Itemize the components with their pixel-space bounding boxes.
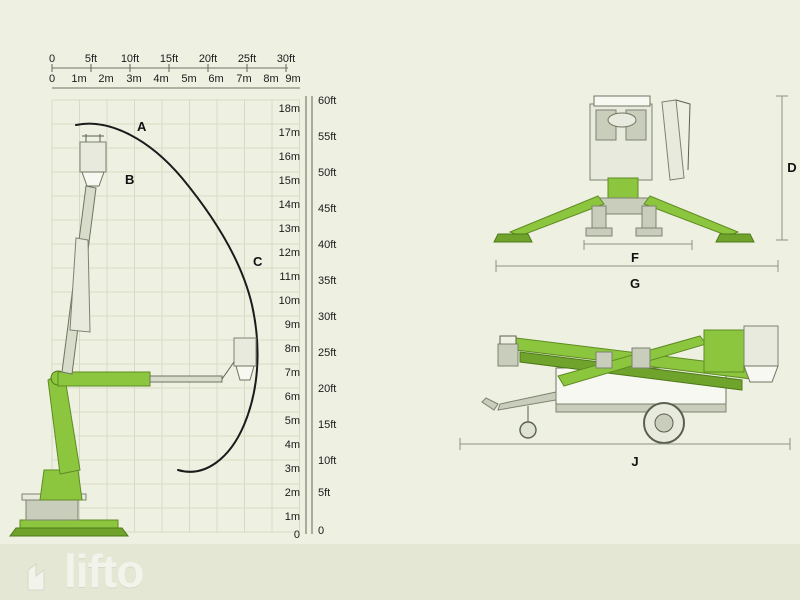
dimension-f bbox=[584, 240, 692, 265]
svg-text:15m: 15m bbox=[278, 175, 300, 187]
svg-text:35ft: 35ft bbox=[318, 275, 337, 287]
svg-text:60ft: 60ft bbox=[318, 95, 337, 107]
svg-text:30ft: 30ft bbox=[318, 311, 337, 323]
svg-text:25ft: 25ft bbox=[318, 347, 337, 359]
svg-text:2m: 2m bbox=[284, 487, 300, 499]
svg-text:0: 0 bbox=[48, 53, 56, 65]
svg-text:25ft: 25ft bbox=[237, 53, 257, 65]
svg-text:0: 0 bbox=[48, 73, 56, 85]
svg-text:8m: 8m bbox=[284, 343, 300, 355]
svg-text:11m: 11m bbox=[279, 271, 300, 283]
svg-text:45ft: 45ft bbox=[318, 203, 337, 215]
callout-c: C bbox=[253, 254, 263, 269]
svg-text:5ft: 5ft bbox=[318, 487, 331, 499]
watermark-text: lifto bbox=[64, 545, 144, 597]
callout-d: D bbox=[787, 160, 797, 175]
dimension-d bbox=[776, 96, 797, 240]
svg-text:14m: 14m bbox=[278, 199, 300, 211]
svg-text:17m: 17m bbox=[278, 127, 300, 139]
svg-text:30ft: 30ft bbox=[276, 53, 296, 65]
svg-text:6m: 6m bbox=[208, 73, 224, 85]
svg-text:10ft: 10ft bbox=[318, 455, 337, 467]
svg-text:5m: 5m bbox=[181, 73, 197, 85]
svg-text:10m: 10m bbox=[278, 295, 300, 307]
callout-a: A bbox=[137, 119, 147, 134]
x-axis-feet-labels bbox=[49, 53, 295, 65]
svg-text:4m: 4m bbox=[284, 439, 300, 451]
svg-text:50ft: 50ft bbox=[318, 167, 337, 179]
y-axis-feet-labels bbox=[318, 95, 336, 537]
svg-text:15ft: 15ft bbox=[318, 419, 337, 431]
svg-text:5ft: 5ft bbox=[84, 53, 98, 65]
lift-arrow-mark-icon bbox=[24, 560, 58, 594]
callout-g: G bbox=[629, 276, 641, 291]
svg-text:5m: 5m bbox=[284, 415, 300, 427]
svg-text:0: 0 bbox=[318, 525, 325, 537]
svg-text:3m: 3m bbox=[126, 73, 142, 85]
svg-text:1m: 1m bbox=[284, 511, 300, 523]
watermark bbox=[24, 545, 144, 597]
svg-text:12m: 12m bbox=[278, 247, 300, 259]
transport-view-machine bbox=[482, 326, 778, 443]
x-axis-metres-labels bbox=[49, 73, 301, 85]
svg-text:8m: 8m bbox=[263, 73, 279, 85]
chart-axes bbox=[52, 64, 312, 534]
dimension-j bbox=[460, 438, 790, 469]
side-view-boom-lift bbox=[10, 134, 256, 536]
callout-b: B bbox=[125, 172, 135, 187]
working-envelope-curve bbox=[76, 124, 258, 472]
y-axis-metres-labels bbox=[279, 103, 300, 541]
svg-text:16m: 16m bbox=[278, 151, 300, 163]
svg-text:0: 0 bbox=[293, 529, 300, 541]
svg-text:40ft: 40ft bbox=[318, 239, 337, 251]
front-view-machine bbox=[494, 96, 754, 242]
svg-text:7m: 7m bbox=[284, 367, 300, 379]
svg-text:6m: 6m bbox=[284, 391, 300, 403]
svg-text:13m: 13m bbox=[278, 223, 300, 235]
svg-text:2m: 2m bbox=[98, 73, 114, 85]
svg-text:7m: 7m bbox=[236, 73, 252, 85]
svg-text:10ft: 10ft bbox=[120, 53, 140, 65]
callout-f: F bbox=[631, 250, 639, 265]
svg-text:9m: 9m bbox=[285, 73, 301, 85]
svg-text:55ft: 55ft bbox=[318, 131, 337, 143]
callout-j: J bbox=[631, 454, 639, 469]
svg-text:9m: 9m bbox=[284, 319, 300, 331]
svg-text:18m: 18m bbox=[278, 103, 300, 115]
svg-text:4m: 4m bbox=[153, 73, 169, 85]
svg-text:15ft: 15ft bbox=[159, 53, 179, 65]
svg-text:1m: 1m bbox=[71, 73, 87, 85]
svg-text:20ft: 20ft bbox=[198, 53, 218, 65]
svg-text:20ft: 20ft bbox=[318, 383, 337, 395]
svg-text:3m: 3m bbox=[284, 463, 300, 475]
